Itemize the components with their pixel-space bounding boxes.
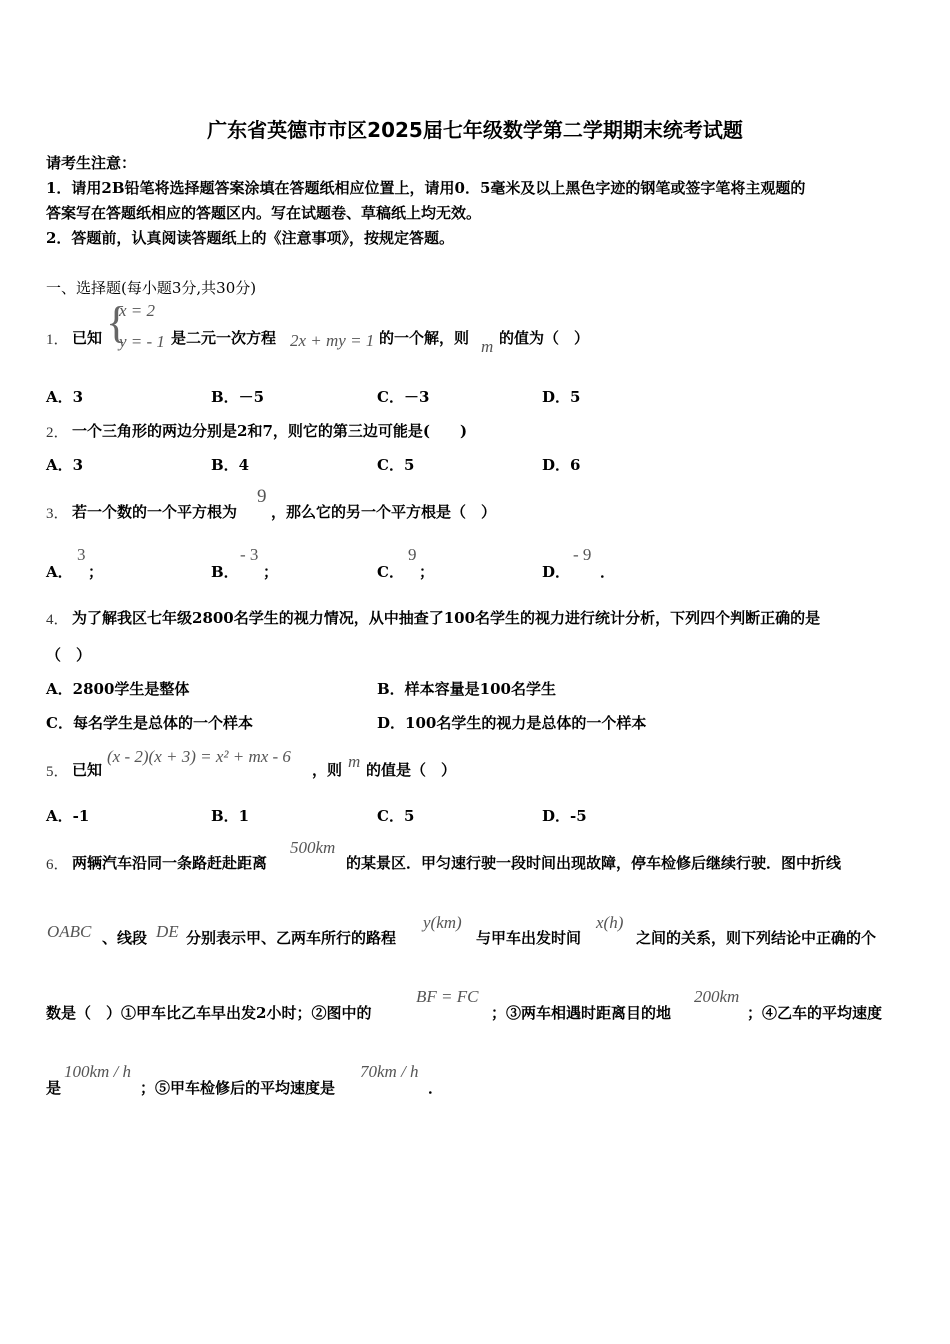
q6-line2-a: 、线段 [102, 929, 148, 947]
q6-line3-b: ；③两车相遇时距离目的地 [491, 1004, 672, 1022]
q6-line3-a: 数是（ ）①甲车比乙车早出发2小时；②图中的 [46, 1004, 372, 1022]
q3-option-a-sep: ； [88, 563, 104, 581]
q1-option-c[interactable]: C．－3 [377, 388, 430, 406]
q6-speed-70: 70km / h [360, 1062, 419, 1081]
notice-heading: 请考生注意： [46, 154, 137, 172]
q5-option-b[interactable]: B．1 [211, 807, 250, 825]
q3-option-c-value: 9 [408, 545, 417, 564]
q5-option-c[interactable]: C．5 [377, 807, 415, 825]
q6-line2-c: 与甲车出发时间 [476, 929, 582, 947]
q2-option-b[interactable]: B．4 [211, 456, 250, 474]
q6-speed-100: 100km / h [64, 1062, 132, 1081]
q1-pre: 已知 [72, 329, 103, 347]
q6-segment-de: DE [156, 922, 179, 941]
q4-option-b[interactable]: B．样本容量是100名学生 [377, 680, 556, 698]
q6-line2-b: 分别表示甲、乙两车所行的路程 [186, 929, 397, 947]
q3-option-b-value: - 3 [240, 545, 259, 564]
q1-system-eq1: x = 2 [119, 301, 156, 320]
q5-post: ，则 [312, 761, 343, 779]
notice-line-1b: 答案写在答题纸相应的答题区内。写在试题卷、草稿纸上均无效。 [46, 204, 482, 222]
q6-number: 6． [46, 857, 69, 873]
q1-system-brace: { [106, 298, 128, 347]
q1-end: 的值为（ ） [499, 329, 590, 347]
notice-line-1a: 1．请用2B铅笔将选择题答案涂填在答题纸相应位置上，请用0．5毫米及以上黑色字迹的钢笔或签字笔将主观题的 [46, 179, 806, 197]
q1-equation: 2x + my = 1 [290, 331, 375, 350]
q6-x-h: x(h) [596, 913, 624, 932]
q3-option-d[interactable]: D． [542, 563, 571, 581]
q2-text: 一个三角形的两边分别是2和7，则它的第三边可能是( ) [72, 422, 468, 440]
q6-line3-c: ；④乙车的平均速度 [747, 1004, 883, 1022]
q2-option-d[interactable]: D．6 [542, 456, 581, 474]
q4-option-d[interactable]: D．100名学生的视力是总体的一个样本 [377, 714, 647, 732]
q3-option-a[interactable]: A． [46, 563, 73, 581]
q1-mid: 是二元一次方程 [171, 329, 277, 347]
q6-bf-fc: BF = FC [416, 987, 479, 1006]
q5-pre: 已知 [72, 761, 103, 779]
q1-option-d[interactable]: D．5 [542, 388, 581, 406]
q3-value: 9 [257, 486, 267, 507]
notice-line-2: 2．答题前，认真阅读答题纸上的《注意事项》，按规定答题。 [46, 229, 454, 247]
q3-option-d-sep: ． [600, 563, 616, 581]
q6-y-km: y(km) [423, 913, 462, 932]
q6-polyline-oabc: OABC [47, 922, 92, 941]
q5-option-d[interactable]: D．-5 [542, 807, 587, 825]
q1-post: 的一个解，则 [379, 329, 470, 347]
q4-option-c[interactable]: C．每名学生是总体的一个样本 [46, 714, 253, 732]
q1-variable: m [481, 337, 494, 356]
q2-option-c[interactable]: C．5 [377, 456, 415, 474]
q6-line4-c: ． [428, 1079, 444, 1097]
q6-distance-200: 200km [694, 987, 740, 1006]
q5-equation: (x - 2)(x + 3) = x² + mx - 6 [107, 747, 291, 766]
q3-option-a-value: 3 [77, 545, 86, 564]
q5-number: 5． [46, 764, 69, 780]
q6-line1-b: 的某景区．甲匀速行驶一段时间出现故障，停车检修后继续行驶．图中折线 [346, 854, 842, 872]
q3-option-b[interactable]: B． [211, 563, 239, 581]
q2-number: 2． [46, 425, 69, 441]
q4-text: 为了解我区七年级2800名学生的视力情况，从中抽查了100名学生的视力进行统计分析，下列四个判断正确的是 [72, 609, 821, 627]
q3-number: 3． [46, 506, 69, 522]
q4-number: 4． [46, 612, 69, 628]
section-heading: 一、选择题(每小题3分,共30分) [46, 279, 257, 297]
q5-option-a[interactable]: A．-1 [46, 807, 90, 825]
q4-paren: （ ） [46, 646, 92, 664]
q1-option-b[interactable]: B．－5 [211, 388, 265, 406]
q3-pre: 若一个数的一个平方根为 [72, 503, 238, 521]
q5-end: 的值是（ ） [366, 761, 457, 779]
q6-line2-d: 之间的关系，则下列结论中正确的个 [636, 929, 877, 947]
q3-option-c-sep: ； [419, 563, 435, 581]
q4-option-a[interactable]: A．2800学生是整体 [46, 680, 190, 698]
q2-option-a[interactable]: A．3 [46, 456, 84, 474]
q3-post: ，那么它的另一个平方根是（ ） [271, 503, 497, 521]
q3-option-c[interactable]: C． [377, 563, 404, 581]
q1-number: 1． [46, 332, 69, 348]
q1-system-eq2: y = - 1 [119, 332, 165, 351]
page-title: 广东省英德市市区2025届七年级数学第二学期期末统考试题 [207, 118, 743, 142]
q3-option-b-sep: ； [263, 563, 279, 581]
q5-variable: m [348, 752, 361, 771]
q3-option-d-value: - 9 [573, 545, 592, 564]
q6-line1-a: 两辆汽车沿同一条路赶赴距离 [72, 854, 268, 872]
q6-line4-a: 是 [46, 1079, 62, 1097]
q1-option-a[interactable]: A．3 [46, 388, 84, 406]
q6-distance-500: 500km [290, 838, 336, 857]
q6-line4-b: ；⑤甲车检修后的平均速度是 [140, 1079, 336, 1097]
